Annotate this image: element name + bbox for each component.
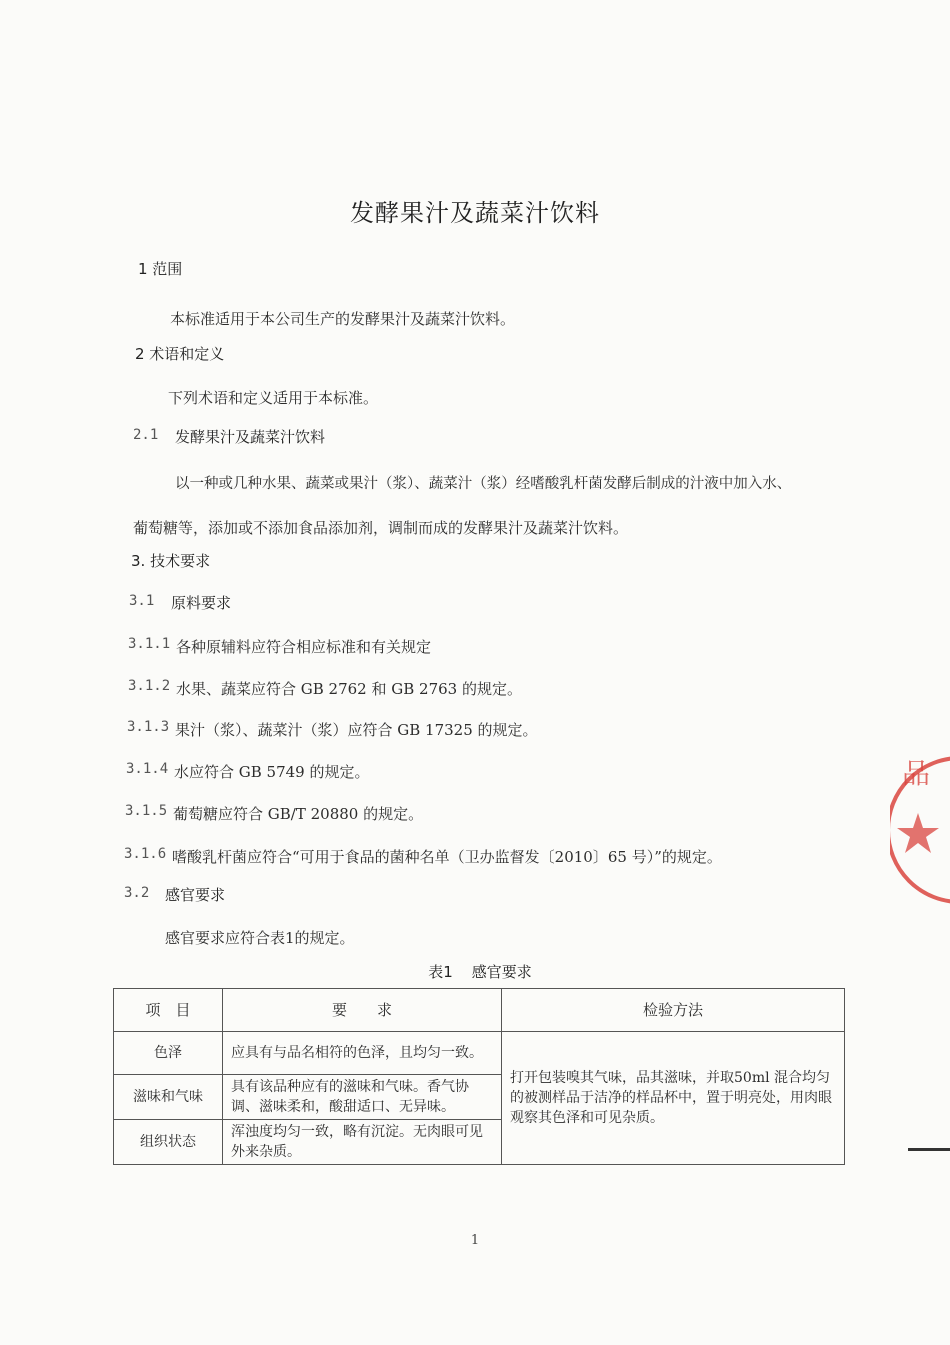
section-2-heading: 2 术语和定义 [135, 345, 225, 363]
section-1-text: 本标准适用于本公司生产的发酵果汁及蔬菜汁饮料。 [170, 310, 516, 328]
section-3-1-number: 3.1 [129, 593, 155, 609]
table-row [114, 1032, 845, 1075]
header-method: 检验方法 [502, 989, 845, 1032]
table-1-caption: 表1 感官要求 [428, 963, 532, 981]
section-3-2-number: 3.2 [124, 885, 150, 901]
section-2-1-heading: 发酵果汁及蔬菜汁饮料 [175, 428, 326, 446]
section-3-1-3-number: 3.1.3 [127, 719, 170, 735]
row-requirement-color: 应具有与品名相符的色泽，且均匀一致。 [223, 1032, 502, 1075]
row-item-color: 色泽 [114, 1032, 223, 1075]
row-item-texture: 组织状态 [114, 1120, 223, 1165]
document-title: 发酵果汁及蔬菜汁饮料 [350, 199, 600, 227]
red-seal-stamp [890, 735, 950, 925]
section-3-1-1-number: 3.1.1 [128, 636, 171, 652]
section-2-1-number: 2.1 [133, 427, 159, 443]
section-3-1-6-number: 3.1.6 [124, 846, 167, 862]
section-3-1-1-text: 各种原辅料应符合相应标准和有关规定 [176, 638, 432, 656]
section-2-text: 下列术语和定义适用于本标准。 [168, 389, 379, 407]
section-3-heading: 3. 技术要求 [131, 552, 211, 570]
section-3-1-5-text: 葡萄糖应符合 GB/T 20880 的规定。 [173, 805, 424, 823]
section-1-heading: 1 范围 [138, 260, 183, 278]
section-3-2-text: 感官要求应符合表1的规定。 [165, 929, 355, 947]
section-3-1-5-number: 3.1.5 [125, 803, 168, 819]
sensory-requirements-table [113, 988, 845, 1165]
section-3-1-4-number: 3.1.4 [126, 761, 169, 777]
header-requirement: 要 求 [223, 989, 502, 1032]
section-3-1-3-text: 果汁（浆）、蔬菜汁（浆）应符合 GB 17325 的规定。 [175, 721, 538, 739]
section-2-1-text-line1: 以一种或几种水果、蔬菜或果汁（浆）、蔬菜汁（浆）经嗜酸乳杆菌发酵后制成的汁液中加入水、 [175, 476, 792, 492]
header-item: 项 目 [114, 989, 223, 1032]
section-3-1-6-text: 嗜酸乳杆菌应符合“可用于食品的菌种名单（卫办监督发〔2010〕65 号）”的规定。 [172, 848, 722, 866]
section-3-1-2-text: 水果、蔬菜应符合 GB 2762 和 GB 2763 的规定。 [176, 680, 522, 698]
section-3-1-4-text: 水应符合 GB 5749 的规定。 [174, 763, 370, 781]
scan-edge-mark [908, 1148, 950, 1151]
svg-text:品: 品 [902, 757, 931, 790]
inspection-method: 打开包装嗅其气味，品其滋味，并取50ml 混合均匀的被测样品于洁净的样品杯中，置于明亮处，用肉眼观察其色泽和可见杂质。 [502, 1032, 845, 1165]
section-2-1-text-line2: 葡萄糖等，添加或不添加食品添加剂，调制而成的发酵果汁及蔬菜汁饮料。 [133, 519, 629, 537]
table-header-row [114, 989, 845, 1032]
section-3-2-heading: 感官要求 [165, 886, 226, 904]
section-3-1-heading: 原料要求 [171, 594, 232, 612]
row-requirement-texture: 浑浊度均匀一致，略有沉淀。无肉眼可见外来杂质。 [223, 1120, 502, 1165]
row-item-taste: 滋味和气味 [114, 1075, 223, 1120]
section-3-1-2-number: 3.1.2 [128, 678, 171, 694]
row-requirement-taste: 具有该品种应有的滋味和气味。香气协调、滋味柔和，酸甜适口、无异味。 [223, 1075, 502, 1120]
page-number: 1 [470, 1233, 480, 1248]
